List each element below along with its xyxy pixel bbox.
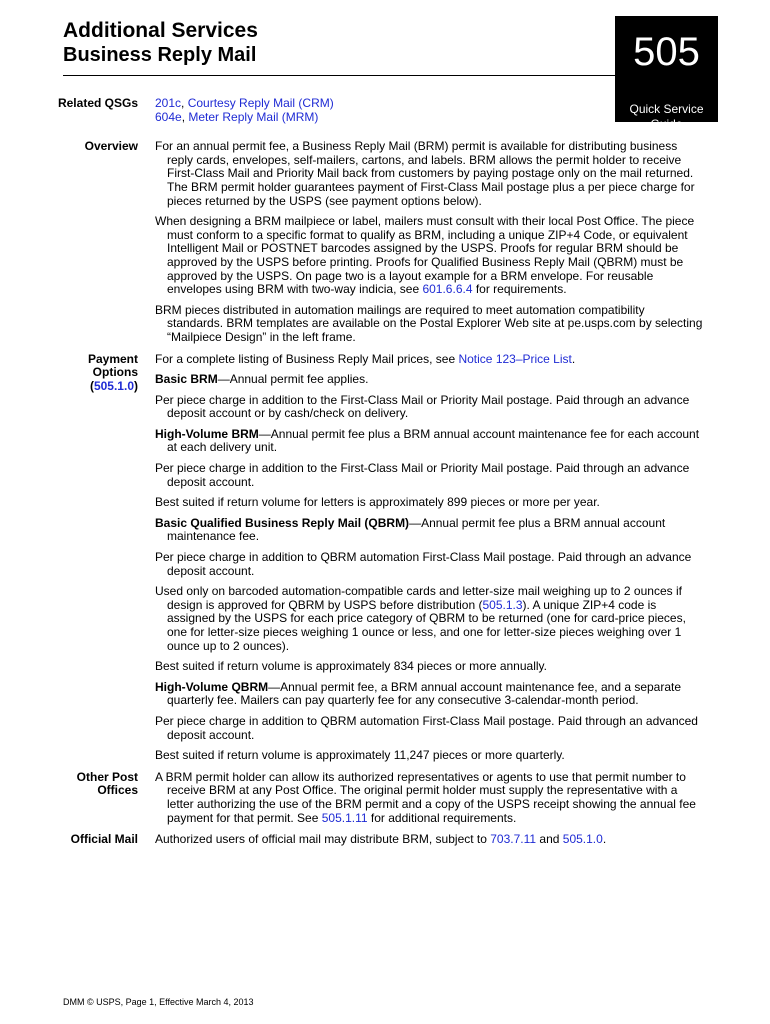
high-volume-qbrm-best: Best suited if return volume is approximately 11,247 pieces or more quarterly. [155,748,565,763]
link-703-7-11[interactable]: 703.7.11 [490,832,537,847]
link-505-1-3[interactable]: 505.1.3 [482,597,523,612]
related-item: 604e, Meter Reply Mail (MRM) [155,109,319,124]
page-subtitle: Business Reply Mail [63,44,257,66]
payment-options-section [0,353,770,763]
related-qsgs-label: Related QSGs [57,96,138,110]
link-201c[interactable]: 201c [155,96,182,110]
high-volume-brm-charge: Per piece charge in addition to the First-Class Mail or Priority Mail postage. Paid through an advance deposit account. [155,461,690,489]
high-volume-brm-heading: High-Volume BRM—Annual permit fee plus a BRM annual account maintenance fee for each account at each delivery unit. [155,426,700,455]
payment-options-label: Payment Options (505.1.0) [87,351,138,393]
other-post-offices-label: Other Post Offices [76,769,138,798]
official-mail-paragraph: Authorized users of official mail may distribute BRM, subject to 703.7.11 and 505.1.0. [155,832,607,847]
other-post-offices-paragraph: A BRM permit holder can allow its authorized representatives or agents to use that permit number to receive BRM at any Post Office. The original permit holder must supply the representative with a letter authorizing the use of the BRM permit and a copy of the USPS receipt showing the annual fee payment for that permit. See 505.1.11 for additional requirements. [155,769,696,825]
link-604e[interactable]: 604e [155,109,182,124]
link-505-1-0[interactable]: 505.1.0 [93,378,134,393]
overview-label: Overview [84,139,138,154]
overview-paragraph: For an annual permit fee, a Business Reply Mail (BRM) permit is available for distributing business reply cards, envelopes, self-mailers, cartons, and labels. BRM allows the permit holder to receive First-Class Mail and Priority Mail back from customers by paying postage only on the mail returned. The BRM permit holder guarantees payment of First-Class Mail postage plus a per piece charge for pieces returned by the USPS (see payment options below). [155,139,695,208]
link-notice-123[interactable]: Notice 123–Price List [458,351,572,366]
main-content [0,97,770,855]
high-volume-qbrm-heading: High-Volume QBRM—Annual permit fee, a BRM annual account maintenance fee, and a separate quarterly fee. Mailers can pay quarterly fee for any consecutive 3-calendar-month period. [155,679,682,708]
payment-intro: For a complete listing of Business Reply Mail prices, see Notice 123–Price List. [155,351,576,366]
basic-qbrm-charge: Per piece charge in addition to QBRM automation First-Class Mail postage. Paid through an advance deposit account. [155,550,692,578]
high-volume-brm-best: Best suited if return volume for letters is approximately 899 pieces or more per year. [155,495,600,510]
link-meter-reply-mail[interactable]: Meter Reply Mail (MRM) [188,109,319,124]
related-qsgs-section [0,97,770,124]
link-505-1-11[interactable]: 505.1.11 [321,810,368,825]
basic-qbrm-heading: Basic Qualified Business Reply Mail (QBRM)—Annual permit fee plus a BRM annual account maintenance fee. [155,515,666,544]
link-601-6-6-4[interactable]: 601.6.6.4 [422,282,473,297]
official-mail-section [0,833,770,847]
overview-paragraph: When designing a BRM mailpiece or label, mailers must consult with their local Post Office. The piece must conform to a specific format to qualify as BRM, including a unique ZIP+4 Code, or equivalent Intelligent Mail or POSTNET barcodes assigned by the USPS. Proofs for regular BRM should be approved by the USPS before printing. Proofs for Qualified Business Reply Mail (QBRM) must be approved by the USPS. On page two is a layout example for a BRM envelope. For reusable envelopes using BRM with two-way indicia, see 601.6.6.4 for requirements. [155,214,695,297]
related-item: 201c, Courtesy Reply Mail (CRM) [155,96,334,110]
overview-section [0,140,770,344]
basic-qbrm-best: Best suited if return volume is approximately 834 pieces or more annually. [155,659,547,674]
basic-brm-heading: Basic BRM—Annual permit fee applies. [155,372,369,387]
overview-paragraph: BRM pieces distributed in automation mailings are required to meet automation compatibility standards. BRM templates are available on the Postal Explorer Web site at pe.usps.com by selecting “Mailpiece Design” in the left frame. [155,302,703,344]
high-volume-qbrm-charge: Per piece charge in addition to QBRM automation First-Class Mail postage. Paid through an advanced deposit account. [155,713,698,742]
basic-qbrm-usage: Used only on barcoded automation-compatible cards and letter-size mail weighing up to 2 ounces if design is approved for QBRM by USPS before distribution (505.1.3). A unique ZIP+4 code is assigned by the USPS for each price category of QBRM to be returned (one for card-price pieces, one for letter-size pieces weighing 1 ounce or less, and one for letter-size pieces weighing over 1 ounce up to 2 ounces). [155,584,686,653]
link-505-1-0[interactable]: 505.1.0 [562,832,603,847]
official-mail-label: Official Mail [70,832,138,847]
page-footer: DMM © USPS, Page 1, Effective March 4, 2013 [63,997,254,1007]
basic-brm-charge: Per piece charge in addition to the First-Class Mail or Priority Mail postage. Paid through an advance deposit account or by cash/check on delivery. [155,392,690,421]
page-title: Additional Services [63,19,258,42]
badge-caption: Quick Service Guide [629,102,704,131]
badge-number: 505 [633,30,700,74]
other-post-offices-section [0,771,770,825]
link-courtesy-reply-mail[interactable]: Courtesy Reply Mail (CRM) [187,96,334,110]
